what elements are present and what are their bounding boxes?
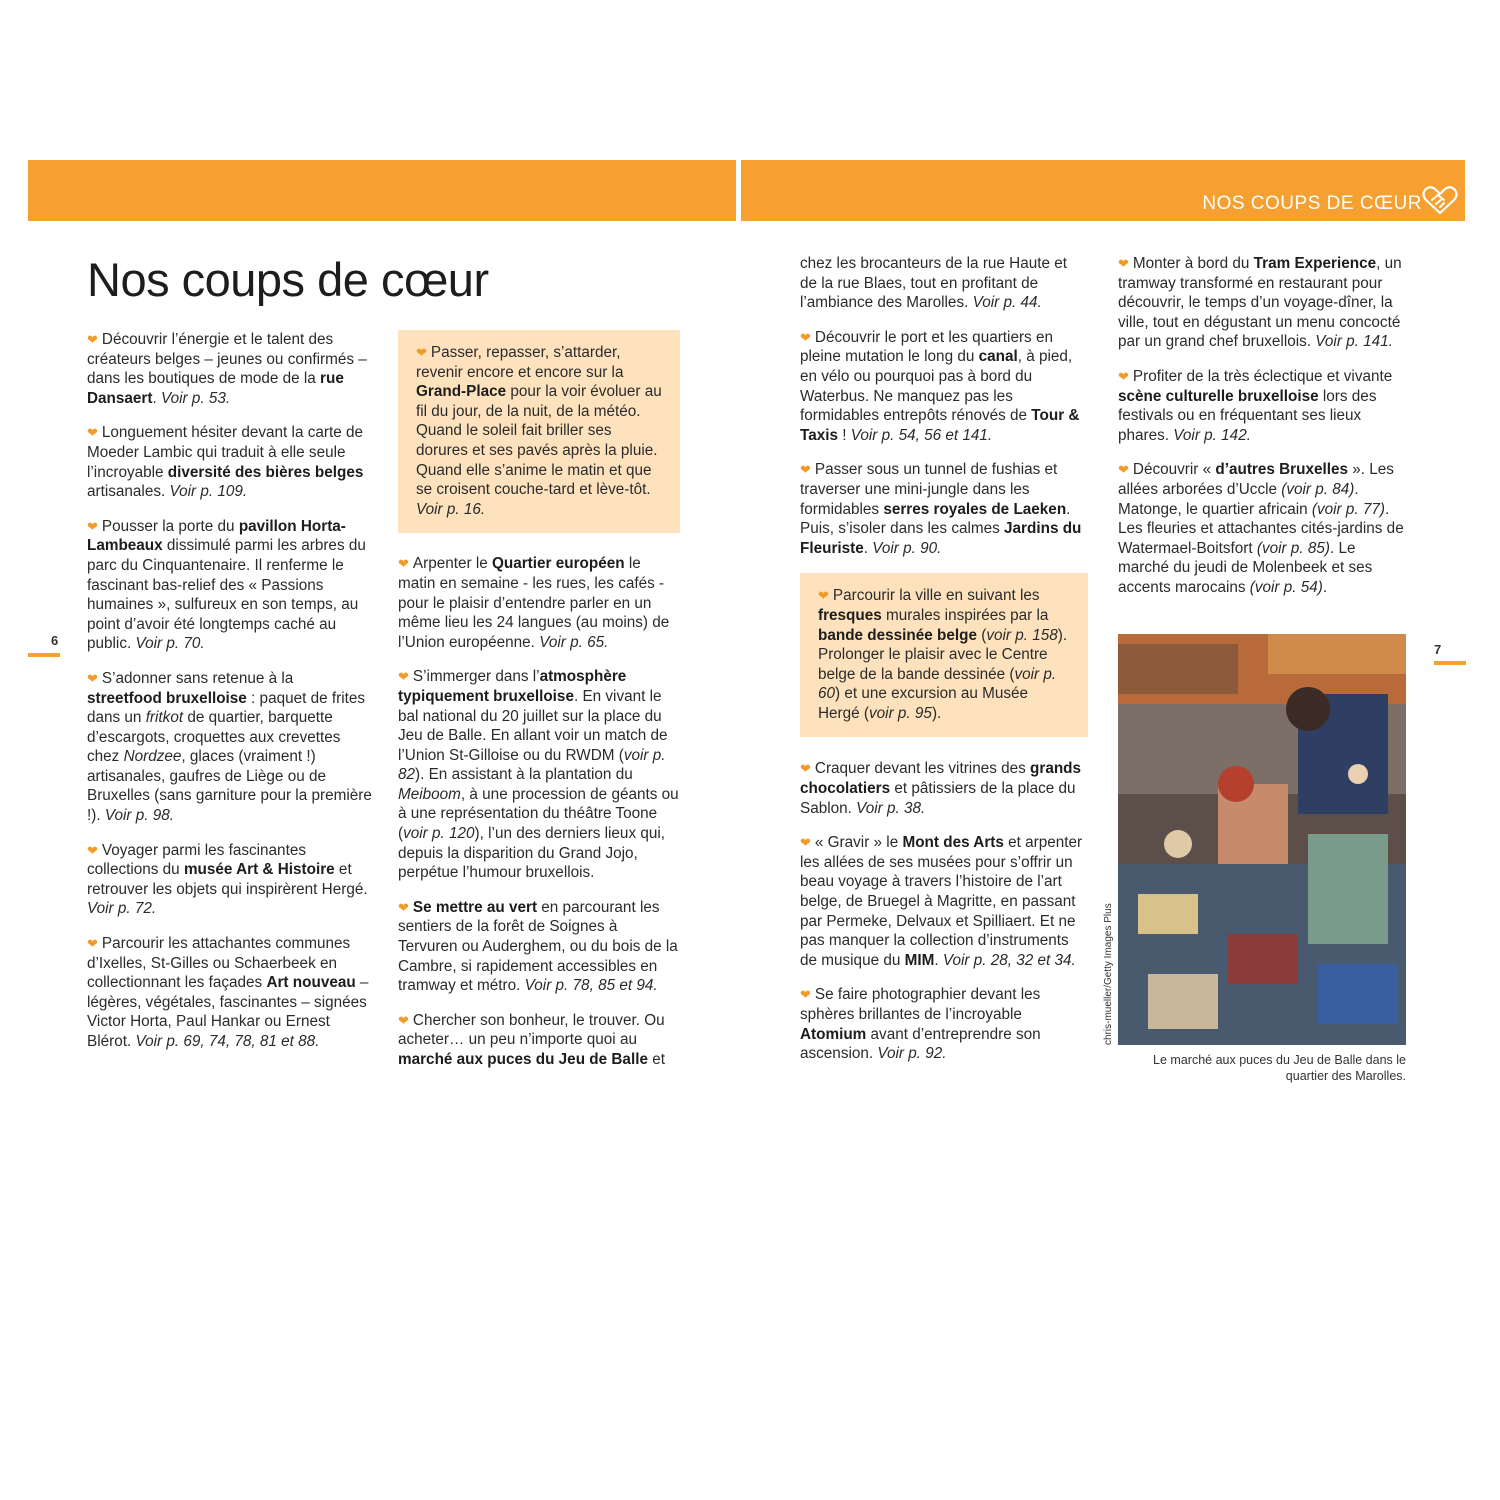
heart-icon: ❤ [87,425,98,441]
list-item: ❤ Chercher son bonheur, le trouver. Ou acheter… un peu n’importe quoi au marché aux puces du Jeu de Balle et [398,1011,665,1068]
heart-icon: ❤ [1118,256,1129,271]
list-item: ❤ Monter à bord du Tram Experience, un tramway transformé en restaurant pour découvrir, le temps d’un voyage-dîner, la ville, tout en dégustant un menu concocté par un grand chef bruxellois. Voir p. 141. [1118,255,1402,351]
list-item: ❤ Découvrir le port et les quartiers en pleine mutation le long du canal, à pied, en vélo ou pourquoi pas à bord du Waterbus. Ne manquez pas les formidables entrepôts rénovés de Tour & Taxis ! Voir p. 54, 56 et 141. [800,328,1080,444]
heart-icon: ❤ [1118,368,1129,384]
page-number-left: 6 [51,633,59,648]
folio-bar-left [28,653,60,657]
heart-icon: ❤ [398,899,409,915]
highlight-box: ❤ Parcourir la ville en suivant les fresques murales inspirées par la bande dessinée belge (voir p. 158). Prolonger le plaisir avec le Centre belge de la bande dessinée (voir p. 60) et une excursion au Musée Hergé (voir p. 95). [800,573,1088,737]
list-item: ❤ Se faire photographier devant les sphères brillantes de l’incroyable Atomium avant d’entreprendre son ascension. Voir p. 92. [800,986,1041,1063]
column-2 [398,330,680,1085]
list-item: ❤ Parcourir les attachantes communes d’Ixelles, St-Gilles ou Schaerbeek en collectionnant les façades Art nouveau – légères, végétales, fascinantes – signées Victor Horta, Paul Hankar ou Ernest Blérot. Voir p. 69, 74, 78, 81 et 88. [87,935,369,1050]
header-band-left [28,160,736,221]
page-title: Nos coups de cœur [87,253,489,306]
heart-icon: ❤ [87,842,98,858]
heart-icon: ❤ [87,332,98,347]
column-4 [1118,254,1410,613]
list-item-continued: chez les brocanteurs de la rue Haute et de la rue Blaes, tout en profitant de l’ambiance des Marolles. Voir p. 44. [800,255,1068,312]
list-item: ❤ Voyager parmi les fascinantes collections du musée Art & Histoire et retrouver les objets qui inspirèrent Hergé. Voir p. 72. [87,841,368,918]
page-number-right: 7 [1434,642,1442,657]
photo-credit: chris-mueller/Getty Images Plus [1103,903,1114,1045]
list-item: ❤ S’immerger dans l’atmosphère typiquement bruxelloise. En vivant le bal national du 20 juillet sur la place du Jeu de Balle. En allant voir un match de l’Union St-Gilloise ou du RWDM (voir p. 82). En assistant à la plantation du Meiboom, à une procession de géants ou à une représentation du théâtre Toone (voir p. 120), l’un des derniers lieux qui, depuis la disparition du Grand Jojo, perpétue l’humour bruxellois. [398,668,679,882]
heart-icon: ❤ [800,462,811,478]
heart-icon: ❤ [800,835,811,851]
heart-icon: ❤ [800,329,811,345]
heart-icon: ❤ [398,669,409,685]
list-item: ❤ Craquer devant les vitrines des grands chocolatiers et pâtissiers de la place du Sablon. Voir p. 38. [800,760,1082,817]
flea-market-photo [1118,634,1406,1045]
section-title: NOS COUPS DE CŒUR [1202,193,1422,214]
column-3 [800,254,1088,1079]
heart-icon: ❤ [818,588,829,604]
list-item: ❤ Découvrir « d’autres Bruxelles ». Les allées arborées d’Uccle (voir p. 84). Matonge, le quartier africain (voir p. 77). Les fleuries et attachantes cités-jardins de Watermael-Boitsfort (voir p. 85). Le marché du jeudi de Molenbeek et ses accents marocains (voir p. 54). [1118,461,1404,596]
highlight-box: ❤ Passer, repasser, s’attarder, revenir encore et encore sur la Grand-Place pour la voir évoluer au fil du jour, de la nuit, de la météo. Quand le soleil fait briller ses dorures et ses pavés après la pluie. Quand elle s’anime le matin et que se croisent couche-tard et lève-tôt. Voir p. 16. [398,330,680,533]
list-item: ❤ Profiter de la très éclectique et vivante scène culturelle bruxelloise lors des festivals ou en fréquentant ses lieux phares. Voir p. 142. [1118,367,1393,444]
heart-icon: ❤ [416,345,427,360]
heart-icon: ❤ [800,761,811,777]
heart-icon: ❤ [398,556,409,572]
list-item: ❤ Arpenter le Quartier européen le matin en semaine - les rues, les cafés - pour le plaisir d’entendre parler en un même lieu les 24 langues (au moins) de l’Union européenne. Voir p. 65. [398,555,670,651]
list-item: ❤ Pousser la porte du pavillon Horta-Lambeaux dissimulé parmi les arbres du parc du Cinquantenaire. Il renferme le fascinant bas-relief des « Passions humaines », sulfureux en son temps, au point d’avoir été longtemps caché au public. Voir p. 70. [87,517,366,653]
heart-icon: ❤ [1118,462,1129,478]
list-item: ❤ Découvrir l’énergie et le talent des créateurs belges – jeunes ou confirmés – dans les boutiques de mode de la rue Dansaert. Voir p. 53. [87,331,367,407]
heart-icon: ❤ [87,518,98,534]
list-item: ❤ Longuement hésiter devant la carte de Moeder Lambic qui traduit à elle seule l’incroyable diversité des bières belges artisanales. Voir p. 109. [87,424,364,501]
heart-icon: ❤ [87,670,98,686]
heart-icon: ❤ [87,936,98,952]
folio-bar-right [1434,661,1466,665]
list-item: ❤ S’adonner sans retenue à la streetfood bruxelloise : paquet de frites dans un fritkot de quartier, barquette d’escargots, croquettes aux crevettes chez Nordzee, glaces (vraiment !) artisanales, gaufres de Liège ou de Bruxelles (sans garniture pour la première !). Voir p. 98. [87,669,372,825]
photo-caption: Le marché aux puces du Jeu de Balle dans le quartier des Marolles. [1153,1053,1406,1083]
list-item: ❤ Se mettre au vert en parcourant les sentiers de la forêt de Soignes à Tervuren ou Auderghem, ou du bois de la Cambre, si rapidement accessibles en tramway et métro. Voir p. 78, 85 et 94. [398,898,678,995]
column-1 [87,330,372,1067]
list-item: ❤ Passer sous un tunnel de fushias et traverser une mini-jungle dans les formidables serres royales de Laeken. Puis, s’isoler dans les calmes Jardins du Fleuriste. Voir p. 90. [800,461,1082,557]
heart-icon: ❤ [800,987,811,1003]
list-item: ❤ « Gravir » le Mont des Arts et arpenter les allées de ses musées pour s’offrir un beau voyage à travers l’histoire de l’art belge, de Bruegel à Magritte, en passant par Permeke, Delvaux et Spilliaert. Et ne pas manquer la collection d’instruments de musique du MIM. Voir p. 28, 32 et 34. [800,834,1083,969]
heart-icon: ❤ [398,1012,409,1028]
handshake-heart-icon [1422,185,1458,215]
